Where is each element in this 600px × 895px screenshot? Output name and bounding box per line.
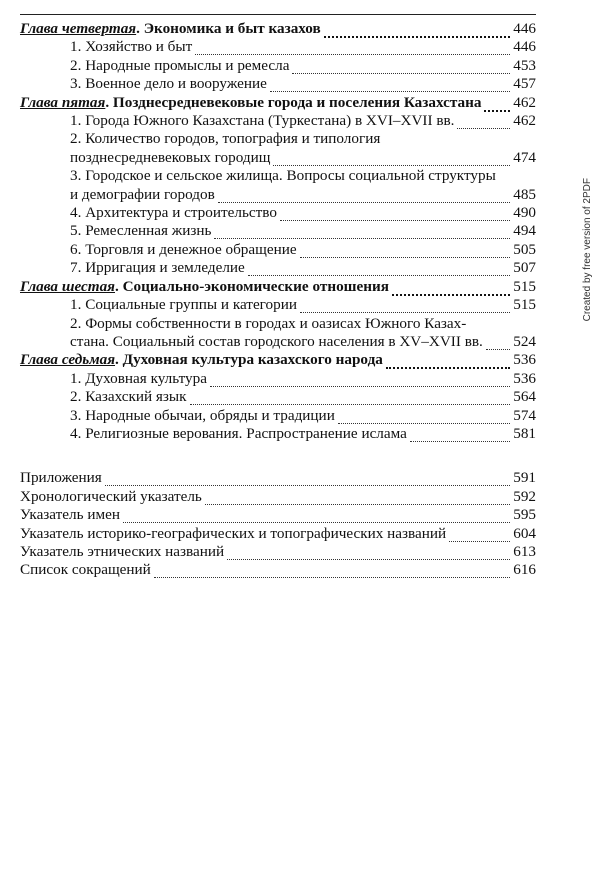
chapter-label: Глава четвертая bbox=[20, 20, 137, 37]
dot-leader bbox=[324, 24, 510, 38]
entry-title: 1. Социальные группы и категории bbox=[70, 296, 297, 314]
toc-entry[interactable] bbox=[20, 315, 536, 333]
toc-entry[interactable] bbox=[20, 57, 536, 75]
entry-title: Указатель этнических названий bbox=[20, 542, 225, 560]
dot-leader bbox=[280, 208, 510, 221]
entry-title: 2. Количество городов, топография и типология bbox=[70, 130, 381, 148]
page-number: 574 bbox=[513, 406, 536, 424]
toc-entry[interactable] bbox=[20, 259, 536, 277]
page-number: 505 bbox=[513, 240, 536, 258]
entry-title-cont: позднесредневековых городищ bbox=[70, 148, 271, 166]
appendix-entry[interactable] bbox=[20, 561, 536, 579]
page-number: 524 bbox=[513, 332, 536, 350]
page-number: 595 bbox=[513, 506, 536, 524]
page-number: 592 bbox=[513, 487, 536, 505]
dot-leader bbox=[218, 190, 510, 203]
page-number: 581 bbox=[513, 424, 536, 442]
page-number: 507 bbox=[513, 259, 536, 277]
page-number: 485 bbox=[513, 185, 536, 203]
page-number: 474 bbox=[513, 148, 536, 166]
entry-title: 3. Военное дело и вооружение bbox=[70, 75, 267, 93]
dot-leader bbox=[292, 61, 510, 74]
entry-title: 1. Хозяйство и быт bbox=[70, 38, 193, 56]
chapter-title: . Позднесредневековые города и поселения Казахстана bbox=[105, 93, 482, 111]
toc-entry[interactable] bbox=[20, 241, 536, 259]
page-number: 515 bbox=[513, 296, 536, 314]
toc-entry[interactable] bbox=[20, 38, 536, 56]
toc-entry[interactable] bbox=[20, 370, 536, 388]
dot-leader bbox=[154, 565, 510, 578]
entry-title: Указатель историко-географических и топографических названий bbox=[20, 524, 447, 542]
page-number: 462 bbox=[513, 93, 536, 111]
entry-title: 7. Ирригация и земледелие bbox=[70, 259, 245, 277]
dot-leader bbox=[214, 226, 510, 239]
dot-leader bbox=[457, 116, 510, 129]
chapter-title: . Социально-экономические отношения bbox=[115, 277, 389, 295]
toc-entry[interactable] bbox=[20, 204, 536, 222]
page-number: 457 bbox=[513, 75, 536, 93]
dot-leader bbox=[449, 529, 510, 542]
page-number: 604 bbox=[513, 524, 536, 542]
appendix-entry[interactable] bbox=[20, 469, 536, 487]
entry-title-cont: стана. Социальный состав городского населения в XV–XVII вв. bbox=[70, 332, 483, 350]
toc-entry[interactable] bbox=[20, 130, 536, 148]
appendix-entry[interactable] bbox=[20, 543, 536, 561]
entry-title: 2. Формы собственности в городах и оазисах Южного Казах- bbox=[70, 314, 467, 332]
entry-title: Список сокращений bbox=[20, 561, 151, 579]
dot-leader bbox=[484, 98, 510, 112]
page-number: 536 bbox=[513, 369, 536, 387]
dot-leader bbox=[300, 245, 511, 258]
dot-leader bbox=[386, 355, 510, 369]
appendix-entry[interactable] bbox=[20, 525, 536, 543]
dot-leader bbox=[338, 411, 510, 424]
entry-title: Указатель имен bbox=[20, 506, 120, 524]
page-number: 564 bbox=[513, 388, 536, 406]
appendix-entry[interactable] bbox=[20, 506, 536, 524]
entry-title: 1. Города Южного Казахстана (Туркестана) в XVI–XVII вв. bbox=[70, 112, 455, 130]
page-number: 616 bbox=[513, 561, 536, 579]
entry-title: Хронологический указатель bbox=[20, 487, 202, 505]
toc-entry[interactable] bbox=[20, 167, 536, 185]
dot-leader bbox=[123, 510, 510, 523]
dot-leader bbox=[270, 79, 510, 92]
watermark: Created by free version of 2PDF bbox=[582, 178, 593, 322]
entry-title: 2. Народные промыслы и ремесла bbox=[70, 56, 290, 74]
dot-leader bbox=[273, 153, 510, 166]
dot-leader bbox=[248, 263, 510, 276]
dot-leader bbox=[205, 492, 510, 505]
page-number: 462 bbox=[513, 112, 536, 130]
page-number: 613 bbox=[513, 542, 536, 560]
toc-entry[interactable] bbox=[20, 296, 536, 314]
entry-title-cont: и демографии городов bbox=[70, 185, 215, 203]
dot-leader bbox=[410, 429, 510, 442]
toc-entry-continuation[interactable] bbox=[20, 149, 536, 167]
page-number: 494 bbox=[513, 222, 536, 240]
entry-title: 5. Ремесленная жизнь bbox=[70, 222, 212, 240]
toc-entry-continuation[interactable] bbox=[20, 333, 536, 351]
section-gap bbox=[20, 443, 536, 469]
dot-leader bbox=[105, 473, 510, 486]
page-number: 453 bbox=[513, 56, 536, 74]
entry-title: 3. Народные обычаи, обряды и традиции bbox=[70, 406, 335, 424]
entry-title: 4. Религиозные верования. Распространение ислама bbox=[70, 424, 407, 442]
chapter-heading[interactable] bbox=[20, 20, 536, 38]
entry-title: 1. Духовная культура bbox=[70, 369, 207, 387]
entry-title: 3. Городское и сельское жилища. Вопросы социальной структуры bbox=[70, 167, 496, 185]
toc-entry[interactable] bbox=[20, 75, 536, 93]
toc-entry[interactable] bbox=[20, 222, 536, 240]
entry-title: 2. Казахский язык bbox=[70, 388, 187, 406]
chapter-label: Глава шестая bbox=[20, 277, 115, 295]
toc-entry[interactable] bbox=[20, 425, 536, 443]
dot-leader bbox=[486, 337, 510, 350]
dot-leader bbox=[392, 282, 510, 296]
page-number: 446 bbox=[513, 38, 536, 56]
toc-entry[interactable] bbox=[20, 112, 536, 130]
dot-leader bbox=[210, 374, 510, 387]
entry-title: Приложения bbox=[20, 469, 102, 487]
dot-leader bbox=[195, 42, 510, 55]
dot-leader bbox=[300, 300, 510, 313]
page-number: 490 bbox=[513, 204, 536, 222]
dot-leader bbox=[227, 547, 510, 560]
chapter-heading[interactable] bbox=[20, 94, 536, 112]
chapter-title: . Духовная культура казахского народа bbox=[115, 351, 383, 369]
page-number: 536 bbox=[513, 351, 536, 369]
entry-title: 6. Торговля и денежное обращение bbox=[70, 240, 297, 258]
table-of-contents bbox=[20, 20, 536, 580]
chapter-label: Глава пятая bbox=[20, 93, 106, 111]
dot-leader bbox=[190, 392, 511, 405]
appendix-entry[interactable] bbox=[20, 488, 536, 506]
entry-title: 4. Архитектура и строительство bbox=[70, 204, 277, 222]
top-rule bbox=[20, 14, 536, 15]
page-number: 515 bbox=[513, 277, 536, 295]
toc-entry[interactable] bbox=[20, 388, 536, 406]
page-number: 591 bbox=[513, 469, 536, 487]
chapter-title: . Экономика и быт казахов bbox=[136, 20, 321, 37]
chapter-heading[interactable] bbox=[20, 351, 536, 369]
page-number: 446 bbox=[513, 20, 536, 37]
chapter-heading[interactable] bbox=[20, 278, 536, 296]
toc-entry[interactable] bbox=[20, 407, 536, 425]
toc-entry-continuation[interactable] bbox=[20, 186, 536, 204]
chapter-label: Глава седьмая bbox=[20, 351, 116, 369]
